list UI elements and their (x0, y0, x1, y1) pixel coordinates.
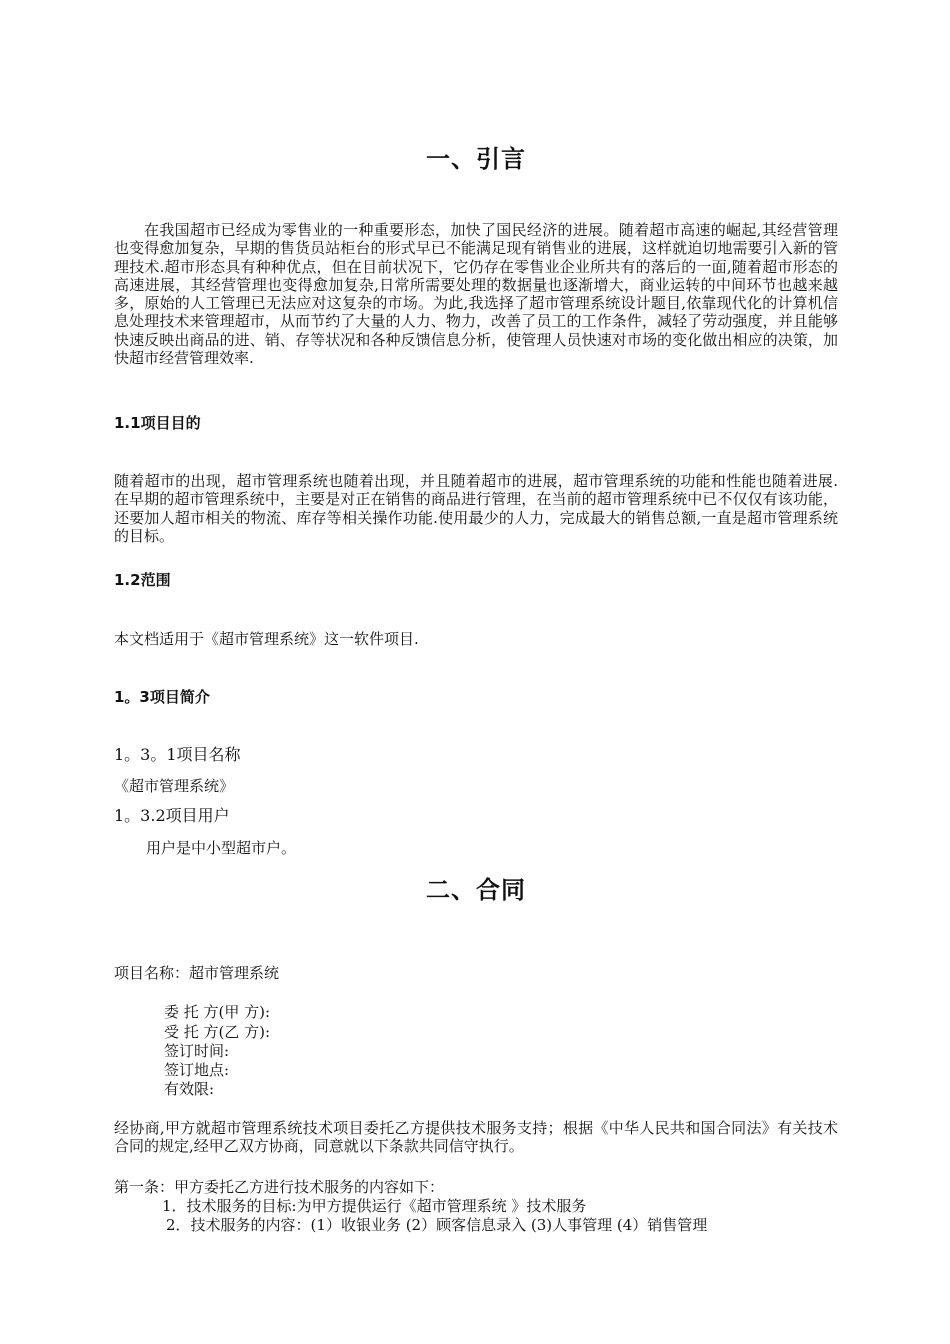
contract-agreement: 经协商,甲方就超市管理系统技术项目委托乙方提供技术服务支持；根据《中华人民共和国合同法》有关技术合同的规定,经甲乙双方协商，同意就以下条款共同信守执行。 (114, 1119, 838, 1156)
heading-purpose: 1.1项目目的 (114, 414, 201, 432)
heading-scope: 1.2范围 (114, 571, 171, 589)
scope-paragraph: 本文档适用于《超市管理系统》这一软件项目. (114, 630, 419, 648)
heading-project-users: 1。3.2项目用户 (114, 806, 230, 825)
intro-paragraph: 在我国超市已经成为零售业的一种重要形态，加快了国民经济的进展。随着超市高速的崛起,其经营管理也变得愈加复杂，早期的售货员站柜台的形式早已不能满足现有销售业的进展，这样就迫切地需要引入新的管理技术.超市形态具有种种优点，但在目前状况下，它仍存在零售业企业所共有的落后的一面,随着超市形态的高速进展，其经营管理也变得愈加复杂,日常所需要处理的数据量也逐渐增大，商业运转的中间环节也越来越多，原始的人工管理已无法应对这复杂的市场。为此,我选择了超市管理系统设计题目,依靠现代化的计算机信息处理技术来管理超市，从而节约了大量的人力、物力，改善了员工的工作条件，减轻了劳动强度，并且能够快速反映出商品的进、销、存等状况和各种反馈信息分析，使管理人员快速对市场的变化做出相应的决策，加快超市经营管理效率. (114, 221, 838, 368)
contract-field-validity: 有效限: (164, 1080, 215, 1098)
section-title-contract: 二、合同 (426, 876, 526, 904)
contract-field-sign-place: 签订地点: (164, 1061, 230, 1079)
contract-item-2: 2．技术服务的内容：(1）收银业务 (2）顾客信息录入 (3)人事管理 (4）销售管理 (166, 1216, 708, 1234)
project-users-value: 用户是中小型超市户。 (146, 839, 297, 857)
contract-field-contractor: 受 托 方(乙 方): (164, 1023, 271, 1041)
contract-item-1: 1．技术服务的目标:为甲方提供运行《超市管理系统 》技术服务 (162, 1197, 587, 1215)
heading-project-name: 1。3。1项目名称 (114, 745, 241, 764)
project-name-value: 《超市管理系统》 (114, 777, 235, 795)
contract-field-sign-date: 签订时间: (164, 1042, 230, 1060)
section-title-intro: 一、引言 (426, 145, 526, 173)
purpose-paragraph: 随着超市的出现，超市管理系统也随着出现，并且随着超市的进展，超市管理系统的功能和性能也随着进展.在早期的超市管理系统中，主要是对正在销售的商品进行管理，在当前的超市管理系统中已不仅仅有该功能，还要加人超市相关的物流、库存等相关操作功能.使用最少的人力，完成最大的销售总额,一直是超市管理系统的目标。 (114, 472, 838, 545)
contract-article-1: 第一条：甲方委托乙方进行技术服务的内容如下： (114, 1178, 445, 1196)
heading-overview: 1。3项目简介 (114, 688, 210, 706)
contract-project-name: 项目名称：超市管理系统 (114, 964, 280, 982)
contract-field-client: 委 托 方(甲 方): (164, 1003, 271, 1021)
